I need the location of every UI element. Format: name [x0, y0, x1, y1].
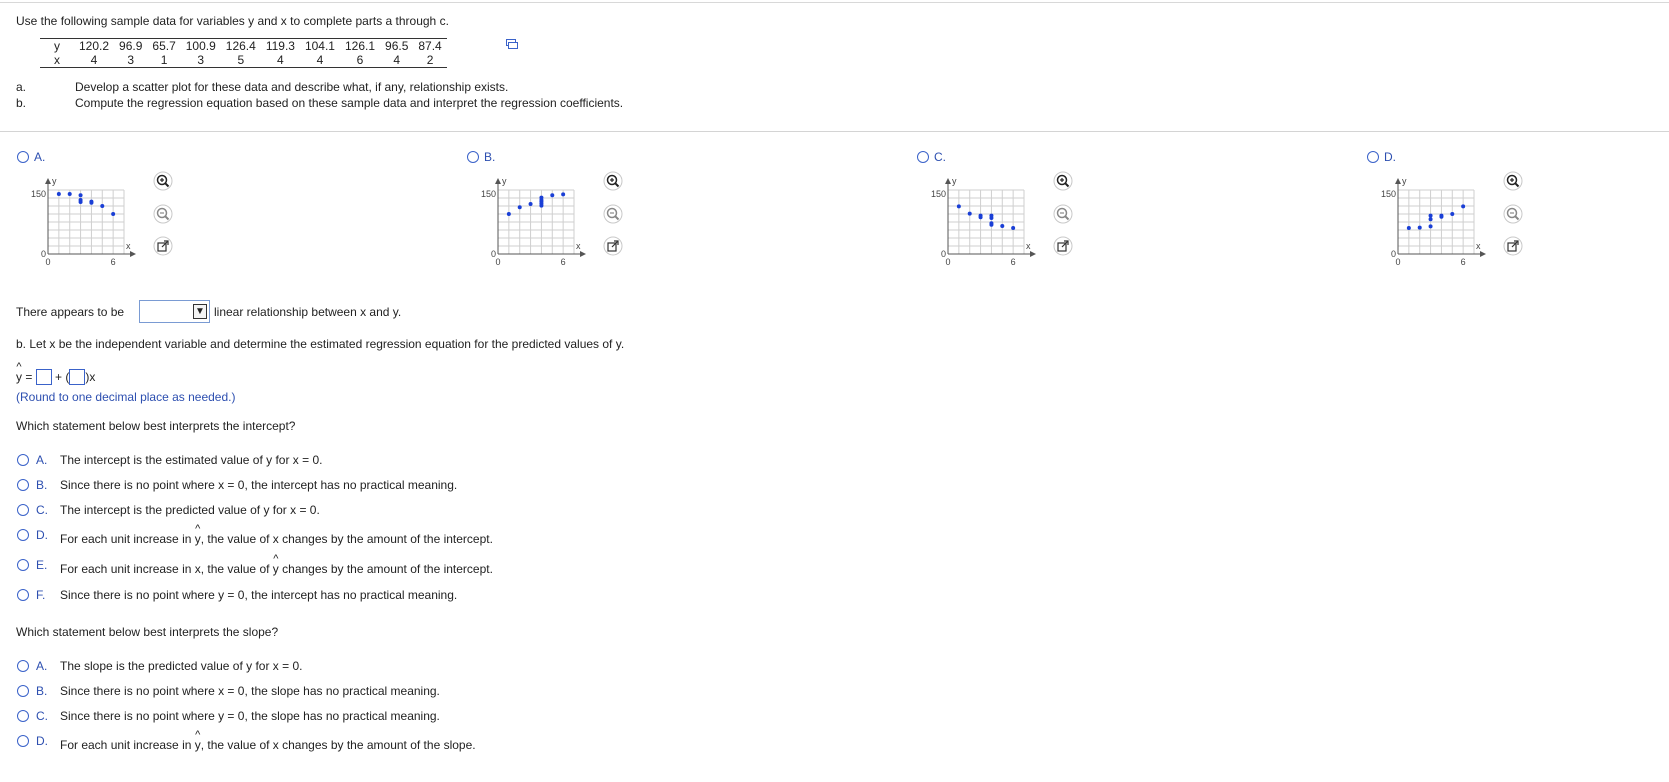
intercept-input[interactable]	[36, 369, 52, 385]
x-cell: 1	[147, 53, 180, 68]
data-point	[979, 215, 983, 219]
radio-button[interactable]	[917, 151, 929, 163]
y-cell: 65.7	[147, 39, 180, 54]
row-label-y: y	[40, 39, 74, 54]
y-tick-label: 0	[490, 249, 496, 259]
y-cell: 96.5	[380, 39, 413, 54]
choice-a[interactable]	[17, 150, 45, 164]
data-point	[1450, 212, 1454, 216]
part-b-prompt: b. Let x be the independent variable and determine the estimated regression equation for the predicted values of y.	[16, 337, 625, 351]
y-cell: 104.1	[300, 39, 340, 54]
choice-letter: B.	[484, 150, 496, 164]
table-row-y	[40, 39, 447, 54]
popout-icon[interactable]	[1053, 236, 1073, 256]
data-point	[989, 216, 993, 220]
equation-tail: )x	[85, 370, 96, 384]
x-cell: 4	[300, 53, 340, 68]
y-axis-label: y	[502, 176, 507, 186]
y-cell: 96.9	[114, 39, 147, 54]
y-axis-label: y	[1402, 176, 1407, 186]
choice-letter: A.	[34, 150, 46, 164]
option-letter: D.	[36, 528, 48, 542]
choice-b[interactable]	[467, 150, 495, 164]
data-point	[529, 202, 533, 206]
data-point	[539, 196, 543, 200]
data-point	[89, 201, 93, 205]
y-cell: 87.4	[413, 39, 446, 54]
popout-icon[interactable]	[153, 236, 173, 256]
zoom-in-icon[interactable]	[1503, 171, 1523, 191]
y-tick-label: 0	[40, 249, 46, 259]
option-text: Since there is no point where x = 0, the slope has no practical meaning.	[60, 684, 440, 698]
option-text: For each unit increase in ^ y, the value of x changes by the amount of the slope.	[60, 738, 476, 752]
part-a-text: Develop a scatter plot for these data and describe what, if any, relationship exists.	[75, 80, 509, 94]
x-axis-label: x	[1476, 241, 1481, 251]
zoom-in-icon[interactable]	[1053, 171, 1073, 191]
scatter-plot	[20, 170, 150, 278]
radio-button[interactable]	[17, 735, 29, 747]
x-axis-arrow	[1480, 251, 1486, 257]
option-letter: B.	[36, 478, 48, 492]
y-tick-label: 150	[480, 189, 496, 199]
data-point	[1461, 204, 1465, 208]
y-tick-label: 150	[1380, 189, 1396, 199]
relationship-before: There appears to be	[16, 305, 125, 319]
x-cell: 4	[74, 53, 114, 68]
option-text: The intercept is the estimated value of y for x = 0.	[60, 453, 323, 467]
choice-letter: D.	[1384, 150, 1396, 164]
x-cell: 2	[413, 53, 446, 68]
slope-prompt: Which statement below best interprets the slope?	[16, 625, 279, 639]
choice-c[interactable]	[917, 150, 946, 164]
rounding-hint: (Round to one decimal place as needed.)	[16, 390, 236, 404]
scatter-plot	[470, 170, 600, 278]
part-b-letter: b.	[16, 96, 27, 110]
x-tick-label: 0	[495, 257, 501, 267]
copy-icon[interactable]	[506, 39, 518, 49]
y-axis-arrow	[1395, 178, 1401, 184]
x-tick-label: 6	[110, 257, 116, 267]
data-point	[1418, 226, 1422, 230]
y-cell: 100.9	[181, 39, 221, 54]
radio-button[interactable]	[17, 559, 29, 571]
popout-icon[interactable]	[1503, 236, 1523, 256]
x-tick-label: 6	[1010, 257, 1016, 267]
data-point	[550, 193, 554, 197]
data-point	[507, 212, 511, 216]
option-text: Since there is no point where x = 0, the intercept has no practical meaning.	[60, 478, 458, 492]
x-axis-label: x	[126, 241, 131, 251]
option-letter: D.	[36, 734, 48, 748]
relationship-after: linear relationship between x and y.	[214, 305, 402, 319]
question-intro: Use the following sample data for variables y and x to complete parts a through c.	[16, 14, 449, 28]
data-point	[57, 192, 61, 196]
option-text: For each unit increase in x, the value of ^ y changes by the amount of the intercept.	[60, 562, 493, 576]
data-point	[100, 204, 104, 208]
option-letter: C.	[36, 709, 48, 723]
intercept-prompt: Which statement below best interprets the intercept?	[16, 419, 296, 433]
x-cell: 3	[114, 53, 147, 68]
radio-button[interactable]	[17, 454, 29, 466]
radio-button[interactable]	[1367, 151, 1379, 163]
y-axis-label: y	[952, 176, 957, 186]
intercept-option-b[interactable]	[17, 478, 458, 492]
y-hat: ^ y	[16, 370, 22, 384]
option-letter: C.	[36, 503, 48, 517]
x-axis-label: x	[576, 241, 581, 251]
dropdown-arrow-icon[interactable]: ▼	[193, 304, 207, 319]
radio-button[interactable]	[17, 685, 29, 697]
intercept-option-d[interactable]	[17, 528, 493, 546]
table-row-x	[40, 53, 447, 68]
data-point	[79, 193, 83, 197]
choice-d[interactable]	[1367, 150, 1396, 164]
x-tick-label: 6	[560, 257, 566, 267]
radio-button[interactable]	[17, 710, 29, 722]
intercept-option-a[interactable]	[17, 453, 323, 467]
option-text: Since there is no point where y = 0, the intercept has no practical meaning.	[60, 588, 458, 602]
equation-plus: + (	[51, 370, 70, 384]
y-tick-label: 150	[930, 189, 946, 199]
data-point	[968, 212, 972, 216]
x-tick-label: 0	[1395, 257, 1401, 267]
x-tick-label: 0	[945, 257, 951, 267]
zoom-in-icon[interactable]	[603, 171, 623, 191]
y-tick-label: 150	[30, 189, 46, 199]
option-text: The slope is the predicted value of y for x = 0.	[60, 659, 303, 673]
section-divider	[0, 131, 1669, 132]
data-point	[1439, 214, 1443, 218]
radio-button[interactable]	[467, 151, 479, 163]
data-point	[68, 192, 72, 196]
row-label-x: x	[40, 53, 74, 68]
zoom-out-icon[interactable]	[1053, 204, 1073, 224]
data-point	[539, 204, 543, 208]
choice-letter: C.	[934, 150, 946, 164]
relationship-dropdown[interactable]	[139, 300, 210, 323]
option-letter: F.	[36, 588, 46, 602]
x-axis-arrow	[1030, 251, 1036, 257]
part-a-letter: a.	[16, 80, 27, 94]
data-point	[1429, 217, 1433, 221]
x-axis-arrow	[130, 251, 136, 257]
radio-button[interactable]	[17, 529, 29, 541]
data-point	[111, 212, 115, 216]
x-cell: 5	[221, 53, 261, 68]
data-point	[1407, 226, 1411, 230]
y-tick-label: 0	[940, 249, 946, 259]
intercept-option-e[interactable]	[17, 558, 493, 576]
y-tick-label: 0	[1390, 249, 1396, 259]
data-point	[1429, 224, 1433, 228]
data-point	[79, 200, 83, 204]
radio-button[interactable]	[17, 151, 29, 163]
option-letter: A.	[36, 453, 48, 467]
option-text: Since there is no point where y = 0, the slope has no practical meaning.	[60, 709, 440, 723]
x-axis-arrow	[580, 251, 586, 257]
y-cell: 126.1	[340, 39, 380, 54]
data-point	[989, 223, 993, 227]
y-cell: 120.2	[74, 39, 114, 54]
x-cell: 4	[380, 53, 413, 68]
zoom-out-icon[interactable]	[1503, 204, 1523, 224]
slope-option-d[interactable]	[17, 734, 476, 752]
x-tick-label: 6	[1460, 257, 1466, 267]
zoom-out-icon[interactable]	[153, 204, 173, 224]
data-point	[957, 204, 961, 208]
slope-option-c[interactable]	[17, 709, 440, 723]
y-axis-label: y	[52, 176, 57, 186]
slope-option-a[interactable]	[17, 659, 303, 673]
regression-equation: ^ y = + ( )x	[16, 369, 95, 385]
part-b-text: Compute the regression equation based on these sample data and interpret the regression coefficients.	[75, 96, 624, 110]
radio-button[interactable]	[17, 504, 29, 516]
x-cell: 6	[340, 53, 380, 68]
intercept-option-f[interactable]	[17, 588, 458, 602]
scatter-plot	[920, 170, 1050, 278]
option-letter: B.	[36, 684, 48, 698]
zoom-out-icon[interactable]	[603, 204, 623, 224]
top-border	[0, 2, 1669, 3]
radio-button[interactable]	[17, 660, 29, 672]
y-axis-arrow	[495, 178, 501, 184]
data-point	[561, 192, 565, 196]
slope-input[interactable]	[69, 369, 85, 385]
data-table	[40, 38, 447, 68]
y-axis-arrow	[45, 178, 51, 184]
option-letter: A.	[36, 659, 48, 673]
y-cell: 119.3	[261, 39, 300, 54]
x-tick-label: 0	[45, 257, 51, 267]
x-axis-label: x	[1026, 241, 1031, 251]
zoom-in-icon[interactable]	[153, 171, 173, 191]
x-cell: 3	[181, 53, 221, 68]
slope-option-b[interactable]	[17, 684, 440, 698]
popout-icon[interactable]	[603, 236, 623, 256]
radio-button[interactable]	[17, 479, 29, 491]
option-letter: E.	[36, 558, 48, 572]
data-point	[1429, 214, 1433, 218]
x-cell: 4	[261, 53, 300, 68]
data-point	[518, 205, 522, 209]
scatter-plot	[1370, 170, 1500, 278]
radio-button[interactable]	[17, 589, 29, 601]
y-axis-arrow	[945, 178, 951, 184]
y-cell: 126.4	[221, 39, 261, 54]
option-text: The intercept is the predicted value of y for x = 0.	[60, 503, 320, 517]
option-text: For each unit increase in ^ y, the value of x changes by the amount of the intercept.	[60, 532, 493, 546]
data-point	[1000, 224, 1004, 228]
intercept-option-c[interactable]	[17, 503, 320, 517]
data-point	[1011, 226, 1015, 230]
